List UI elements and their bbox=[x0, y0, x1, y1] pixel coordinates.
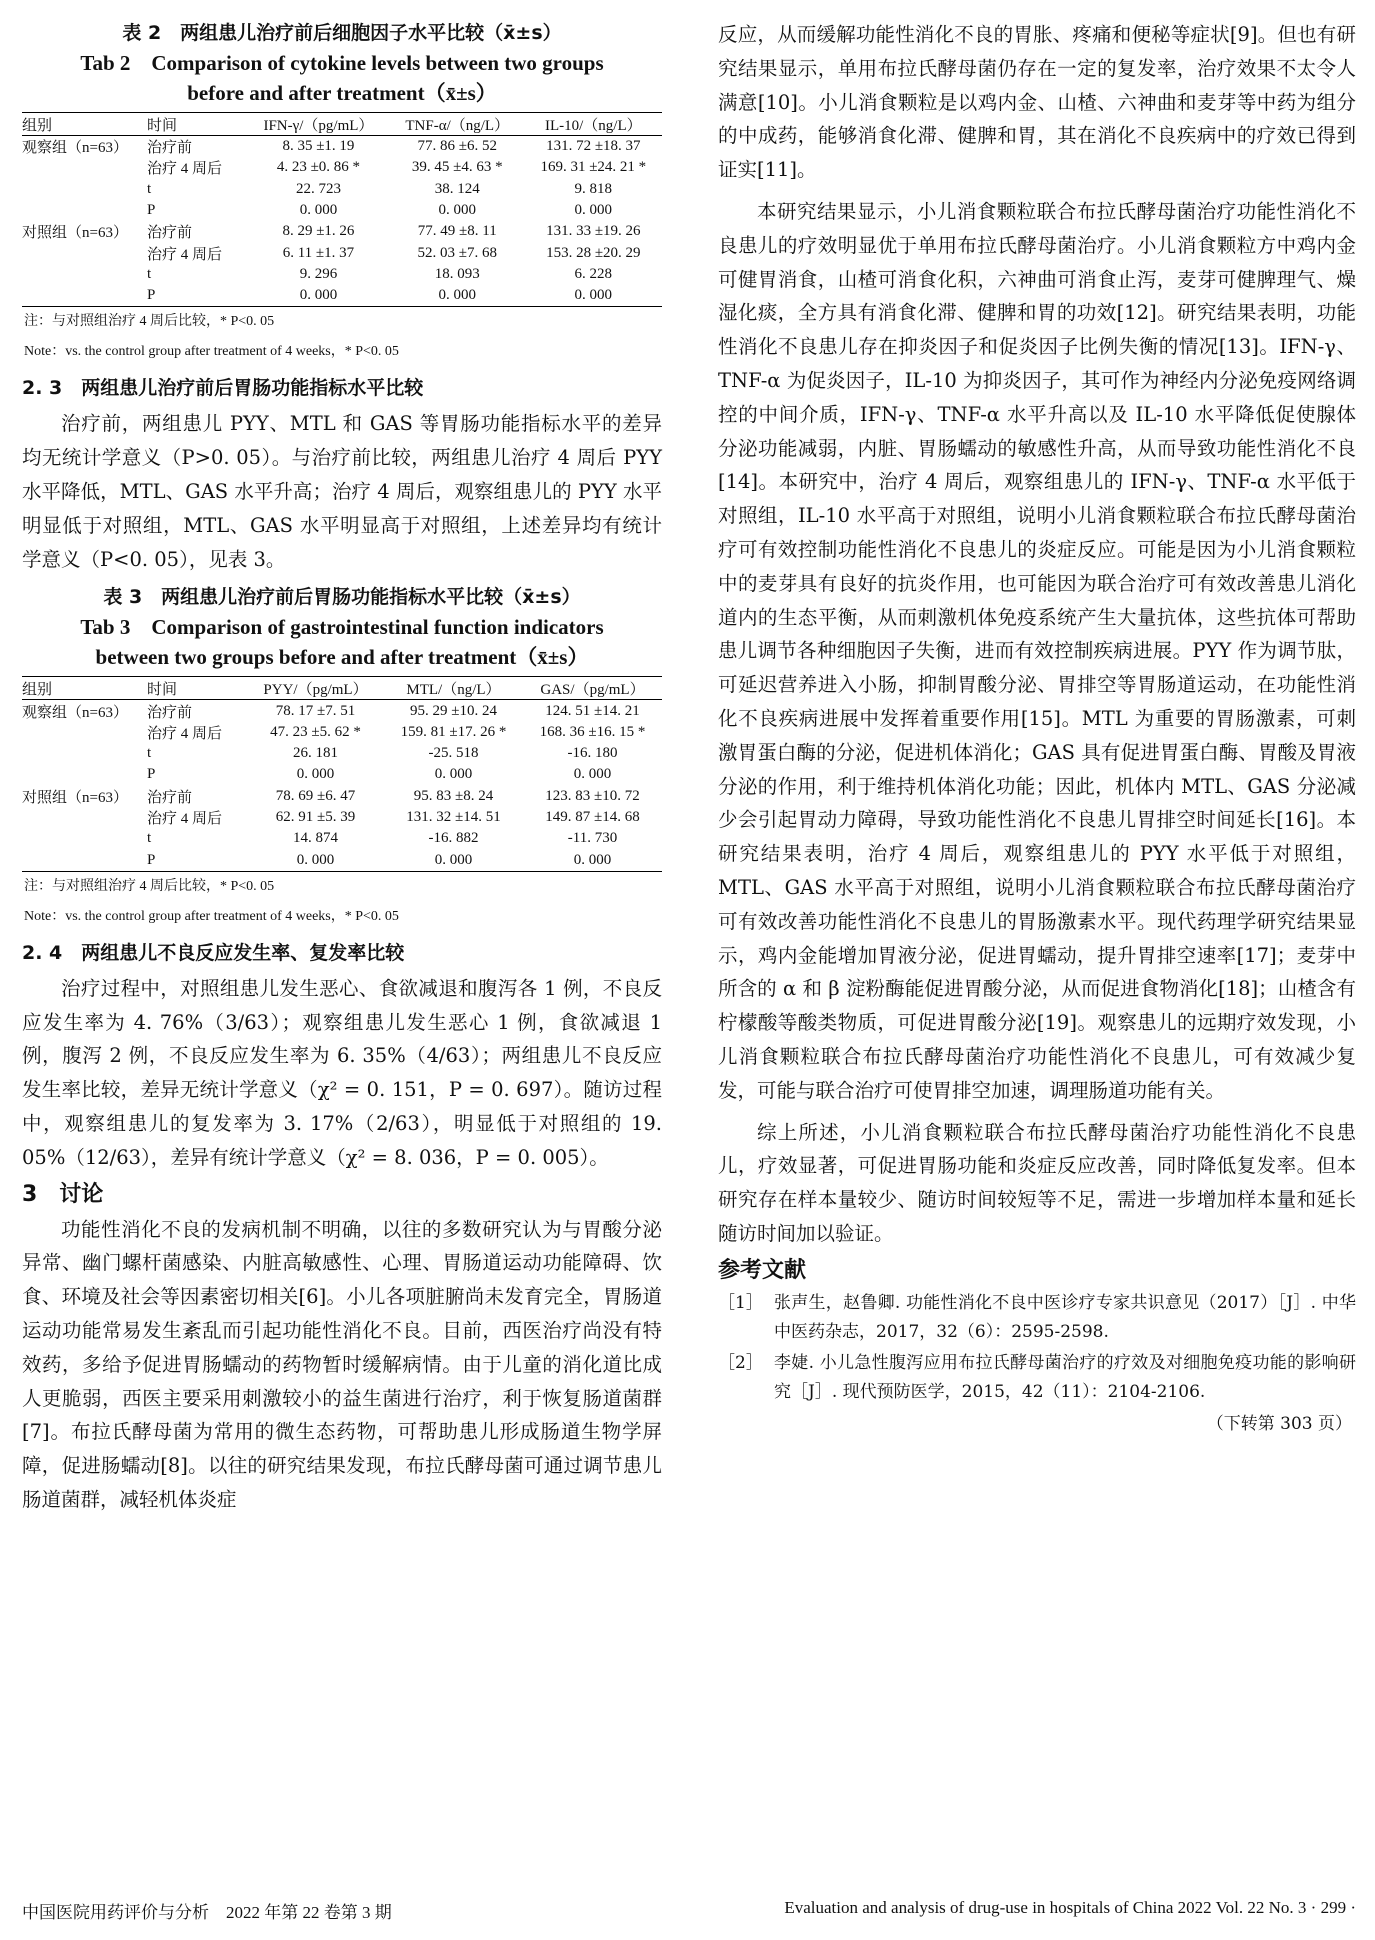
table-row bbox=[22, 157, 662, 178]
table-cell: 131. 72 ±18. 37 bbox=[546, 138, 641, 155]
table-cell: 0. 000 bbox=[384, 849, 523, 871]
table-cell: P bbox=[147, 766, 156, 783]
table-cell: 78. 17 ±7. 51 bbox=[275, 702, 356, 719]
table-cell: 治疗前 bbox=[147, 789, 193, 806]
section-2-3-heading: 2. 3 两组患儿治疗前后胃肠功能指标水平比较 bbox=[22, 377, 424, 400]
table-cell bbox=[22, 764, 147, 785]
table-cell: t bbox=[147, 180, 152, 197]
table2-caption-en: Tab 2 Comparison of cytokine levels between two groups bbox=[80, 51, 604, 75]
table-cell: t bbox=[147, 265, 152, 282]
table3-caption-cn: 表 3 两组患儿治疗前后胃肠功能指标水平比较（x̄±s） bbox=[103, 586, 581, 609]
table-cell: 0. 000 bbox=[438, 202, 476, 219]
table-cell: 6. 11 ±1. 37 bbox=[282, 244, 355, 261]
table-row bbox=[22, 200, 662, 221]
table-cell: -16. 882 bbox=[428, 830, 479, 847]
table-row bbox=[22, 828, 662, 849]
section-3-heading: 3 讨论 bbox=[22, 1181, 104, 1207]
column-header: 时间 bbox=[147, 113, 247, 136]
section-3-paragraph-1: 功能性消化不良的发病机制不明确，以往的多数研究认为与胃酸分泌异常、幽门螺杆菌感染、内脏高敏感性、心理、胃肠道运动功能障碍、饮食、环境及社会等因素密切相关[6]。小儿各项脏腑尚未发育完全，胃肠道运动功能常易发生紊乱而引起功能性消化不良。目前，西医治疗尚没有特效药，多给予促进胃肠蠕动的药物暂时缓解病情。由于儿童的消化道比成人更脆弱，西医主要采用刺激较小的益生菌进行治疗，利于恢复肠道菌群[7]。布拉氏酵母菌为常用的微生态药物，可帮助患儿形成肠道生物学屏障，促进肠蠕动[8]。以往的研究结果发现，布拉氏酵母菌可通过调节患儿肠道菌群，减轻机体炎症 bbox=[22, 1217, 662, 1511]
table-cell: 0. 000 bbox=[574, 202, 613, 219]
table-cell bbox=[22, 807, 147, 828]
table-cell: 0. 000 bbox=[525, 285, 662, 307]
table-cell: 124. 51 ±14. 21 bbox=[545, 702, 640, 719]
table-cell bbox=[22, 179, 147, 200]
table-cell: t bbox=[147, 830, 152, 847]
table-cell: 0. 000 bbox=[390, 285, 525, 307]
table-cell: 9. 296 bbox=[299, 265, 338, 282]
section-2-4-heading: 2. 4 两组患儿不良反应发生率、复发率比较 bbox=[22, 941, 405, 964]
table-cell: 治疗前 bbox=[147, 704, 193, 721]
column-header: IFN-γ/（pg/mL） bbox=[247, 113, 390, 136]
table-cell: 治疗 4 周后 bbox=[147, 810, 223, 827]
section-2-3-paragraph: 治疗前，两组患儿 PYY、MTL 和 GAS 等胃肠功能指标水平的差异均无统计学意义（P>0. 05）。与治疗前比较，两组患儿治疗 4 周后 PYY 水平降低，MTL、GAS 水平升高；治疗 4 周后，观察组患儿的 PYY 水平明显低于对照组，MTL、GAS 水平明显高于对照组，上述差异均有统计学意义（P<0. 05），见表 3。 bbox=[22, 412, 662, 571]
table-cell: 0. 000 bbox=[247, 849, 384, 871]
table-cell: 0. 000 bbox=[247, 285, 390, 307]
table-cell: 169. 31 ±24. 21 * bbox=[540, 159, 647, 176]
table-cell: t bbox=[147, 745, 152, 762]
table-cell: 131. 33 ±19. 26 bbox=[546, 223, 641, 240]
column-header: MTL/（ng/L） bbox=[384, 677, 523, 700]
table-cell bbox=[22, 743, 147, 764]
table-cell bbox=[22, 264, 147, 285]
table-cell: 47. 23 ±5. 62 * bbox=[270, 723, 361, 740]
references-heading: 参考文献 bbox=[718, 1257, 807, 1283]
table-cell bbox=[22, 828, 147, 849]
table-cell: 治疗前 bbox=[147, 140, 193, 157]
column-header: PYY/（pg/mL） bbox=[247, 677, 384, 700]
reference-number: ［2］ bbox=[718, 1352, 763, 1373]
reference-number: ［1］ bbox=[718, 1292, 763, 1313]
table-cell: 39. 45 ±4. 63 * bbox=[411, 159, 503, 176]
section-3-paragraph-3: 综上所述，小儿消食颗粒联合布拉氏酵母菌治疗功能性消化不良患儿，疗效显著，可促进胃肠功能和炎症反应改善，同时降低复发率。但本研究存在样本量较少、随访时间较短等不足，需进一步增加样本量和延长随访时间加以验证。 bbox=[718, 1120, 1356, 1245]
table-cell: 观察组（n=63） bbox=[22, 140, 128, 157]
table-cell: 治疗 4 周后 bbox=[147, 161, 223, 178]
table3-note-en: Note：vs. the control group after treatment of 4 weeks，* P<0. 05 bbox=[24, 908, 399, 924]
table-cell: 0. 000 bbox=[573, 766, 612, 783]
table-cell: P bbox=[147, 202, 156, 219]
column-header: 组别 bbox=[22, 677, 147, 700]
footer-journal-cn: 中国医院用药评价与分析 2022 年第 22 卷第 3 期 bbox=[22, 1903, 392, 1922]
table-cell: 4. 23 ±0. 86 * bbox=[276, 159, 361, 176]
table-cell: 治疗前 bbox=[147, 225, 193, 242]
table-cell bbox=[22, 722, 147, 743]
column-header: 组别 bbox=[22, 113, 147, 136]
table-cell: 观察组（n=63） bbox=[22, 704, 128, 721]
table-cell: 0. 000 bbox=[299, 202, 338, 219]
reference-text: 李婕. 小儿急性腹泻应用布拉氏酵母菌治疗的疗效及对细胞免疫功能的影响研究［J］. 现代预防医学，2015，42（11）：2104-2106. bbox=[774, 1352, 1356, 1402]
table-cell: 123. 83 ±10. 72 bbox=[545, 787, 640, 804]
table-row bbox=[22, 764, 662, 785]
table-cell: 对照组（n=63） bbox=[22, 789, 128, 806]
table-row bbox=[22, 179, 662, 200]
table-row bbox=[22, 136, 662, 158]
table-cell: -11. 730 bbox=[567, 830, 618, 847]
table-cell: 95. 83 ±8. 24 bbox=[413, 787, 494, 804]
table-cell: 6. 228 bbox=[574, 265, 613, 282]
table-row bbox=[22, 264, 662, 285]
table2-note-en: Note：vs. the control group after treatment of 4 weeks，* P<0. 05 bbox=[24, 344, 399, 360]
table-cell: 22. 723 bbox=[295, 180, 341, 197]
table-cell: 159. 81 ±17. 26 * bbox=[400, 723, 507, 740]
table-row bbox=[22, 700, 662, 722]
table-cell: 77. 49 ±8. 11 bbox=[417, 223, 497, 240]
table-row bbox=[22, 807, 662, 828]
table-cell: 8. 29 ±1. 26 bbox=[282, 223, 355, 240]
table-row bbox=[22, 722, 662, 743]
table-cell: 0. 000 bbox=[296, 766, 335, 783]
table-cell: 18. 093 bbox=[434, 265, 480, 282]
table-row bbox=[22, 849, 662, 871]
reference-item bbox=[718, 1289, 1356, 1347]
table-cell: 168. 36 ±16. 15 * bbox=[539, 723, 646, 740]
table-cell: P bbox=[147, 285, 247, 307]
table-cell: 治疗 4 周后 bbox=[147, 725, 223, 742]
table-cell: 对照组（n=63） bbox=[22, 225, 128, 242]
table-cell: 0. 000 bbox=[434, 766, 473, 783]
table-cell: 38. 124 bbox=[434, 180, 480, 197]
reference-text: 张声生，赵鲁卿. 功能性消化不良中医诊疗专家共识意见（2017）［J］. 中华中医药杂志，2017，32（6）：2595-2598. bbox=[774, 1292, 1356, 1342]
column-header: TNF-α/（ng/L） bbox=[390, 113, 525, 136]
continued-note: （下转第 303 页） bbox=[1206, 1413, 1352, 1434]
table-cell bbox=[22, 285, 147, 307]
table-cell: -25. 518 bbox=[428, 745, 479, 762]
table-cell: 95. 29 ±10. 24 bbox=[409, 702, 497, 719]
table-cell: 78. 69 ±6. 47 bbox=[275, 787, 356, 804]
column-header: 时间 bbox=[147, 677, 247, 700]
table-row bbox=[22, 242, 662, 263]
table-cell: 131. 32 ±14. 51 bbox=[406, 808, 501, 825]
table3-note-cn: 注：与对照组治疗 4 周后比较，* P<0. 05 bbox=[24, 878, 275, 894]
table-cell: 62. 91 ±5. 39 bbox=[275, 808, 356, 825]
table3-caption-en-2: between two groups before and after treatment（x̄±s） bbox=[95, 645, 589, 670]
table-cell: 26. 181 bbox=[292, 745, 338, 762]
reference-item bbox=[718, 1349, 1356, 1407]
column-header: IL-10/（ng/L） bbox=[525, 113, 662, 136]
section-2-4-paragraph: 治疗过程中，对照组患儿发生恶心、食欲减退和腹泻各 1 例，不良反应发生率为 4. 76%（3/63）；观察组患儿发生恶心 1 例，食欲减退 1 例，腹泻 2 例，不良反应发生率为 6. 35%（4/63）；两组患儿不良反应发生率比较，差异无统计学意义（χ² = 0. 151，P = 0. 697）。随访过程中，观察组患儿的复发率为 3. 17%（2/63），明显低于对照组的 19. 05%（12/63），差异有统计学意义（χ² = 8. 036，P = 0. 005）。 bbox=[22, 976, 662, 1169]
table-cell: 153. 28 ±20. 29 bbox=[546, 244, 641, 261]
table3-caption-en: Tab 3 Comparison of gastrointestinal function indicators bbox=[80, 615, 604, 640]
table2-caption-en-2: before and after treatment（x̄±s） bbox=[187, 81, 497, 105]
column-header: GAS/（pg/mL） bbox=[523, 677, 662, 700]
table-cell bbox=[22, 200, 147, 221]
table-cell: -16. 180 bbox=[567, 745, 618, 762]
table-cell bbox=[22, 157, 147, 178]
table-cell: 9. 818 bbox=[574, 180, 613, 197]
table2-caption-cn: 表 2 两组患儿治疗前后细胞因子水平比较（x̄±s） bbox=[122, 22, 562, 44]
table-row bbox=[22, 221, 662, 242]
section-3-paragraph-1-cont: 反应，从而缓解功能性消化不良的胃胀、疼痛和便秘等症状[9]。但也有研究结果显示，单用布拉氏酵母菌仍存在一定的复发率，治疗效果不太令人满意[10]。小儿消食颗粒是以鸡内金、山楂、六神曲和麦芽等中药为组分的中成药，能够消食化滞、健脾和胃，其在消化不良疾病中的疗效已得到证实[11]。 bbox=[718, 23, 1356, 182]
table-cell: 14. 874 bbox=[292, 830, 338, 847]
left-column bbox=[22, 18, 662, 1517]
section-3-paragraph-2: 本研究结果显示，小儿消食颗粒联合布拉氏酵母菌治疗功能性消化不良患儿的疗效明显优于单用布拉氏酵母菌治疗。小儿消食颗粒方中鸡内金可健胃消食，山楂可消食化积，六神曲可消食止泻，麦芽可健脾理气、燥湿化痰，全方具有消食化滞、健脾和胃的功效[12]。研究结果表明，功能性消化不良患儿存在抑炎因子和促炎因子比例失衡的情况[13]。IFN-γ、TNF-α 为促炎因子，IL-10 为抑炎因子，其可作为神经内分泌免疫网络调控的中间介质，IFN-γ、TNF-α 水平升高以及 IL-10 水平降低促使腺体分泌功能减弱，内脏、胃肠蠕动的敏感性升高，从而导致功能性消化不良[14]。本研究中，治疗 4 周后，观察组患儿的 IFN-γ、TNF-α 水平低于对照组，IL-10 水平高于对照组，说明小儿消食颗粒联合布拉氏酵母菌治疗可有效控制功能性消化不良患儿的炎症反应。可能是因为小儿消食颗粒中的麦芽具有良好的抗炎作用，也可能因为联合治疗可有效改善患儿消化道内的生态平衡，从而刺激机体免疫系统产生大量抗体，这些抗体可帮助患儿调节各种细胞因子失衡，进而有效控制疾病进展。PYY 作为调节肽，可延迟营养进入小肠，抑制胃酸分泌、胃排空等胃肠道运动，在功能性消化不良疾病进展中发挥着重要作用[15]。MTL 为重要的胃肠激素，可刺激胃蛋白酶的分泌，促进机体消化；GAS 具有促进胃蛋白酶、胃酸及胃液分泌的作用，利于维持机体消化功能；因此，机体内 MTL、GAS 分泌减少会引起胃动力障碍，导致功能性消化不良患儿胃排空时间延长[16]。本研究结果表明，治疗 4 周后，观察组患儿的 PYY 水平低于对照组，MTL、GAS 水平高于对照组，说明小儿消食颗粒联合布拉氏酵母菌治疗可有效改善功能性消化不良患儿的胃肠激素水平。现代药理学研究结果显示，鸡内金能增加胃液分泌，促进胃蠕动，提升胃排空速率[17]；麦芽中所含的 α 和 β 淀粉酶能促进胃酸分泌，从而促进食物消化[18]；山楂含有柠檬酸等酸类物质，可促进胃酸分泌[19]。观察患儿的远期疗效发现，小儿消食颗粒联合布拉氏酵母菌治疗功能性消化不良患儿，可有效减少复发，可能与联合治疗可使胃排空加速，调理肠道功能有关。 bbox=[718, 199, 1356, 1102]
table2 bbox=[22, 112, 662, 307]
table-cell: 治疗 4 周后 bbox=[147, 246, 223, 263]
footer-journal-en: Evaluation and analysis of drug-use in hospitals of China 2022 Vol. 22 No. 3 · 299 · bbox=[784, 1898, 1356, 1917]
references-list bbox=[718, 1289, 1356, 1407]
table-cell bbox=[22, 849, 147, 871]
table-row bbox=[22, 786, 662, 807]
table-cell: 8. 35 ±1. 19 bbox=[282, 138, 355, 155]
table-cell: P bbox=[147, 849, 247, 871]
table3 bbox=[22, 676, 662, 871]
table-cell: 0. 000 bbox=[523, 849, 662, 871]
table-cell: 149. 87 ±14. 68 bbox=[545, 808, 640, 825]
table-cell: 52. 03 ±7. 68 bbox=[417, 244, 497, 261]
table-row bbox=[22, 743, 662, 764]
table2-note-cn: 注：与对照组治疗 4 周后比较，* P<0. 05 bbox=[24, 314, 275, 330]
table-row bbox=[22, 285, 662, 307]
table-cell bbox=[22, 242, 147, 263]
table-cell: 77. 86 ±6. 52 bbox=[417, 138, 497, 155]
right-column bbox=[718, 18, 1356, 1439]
